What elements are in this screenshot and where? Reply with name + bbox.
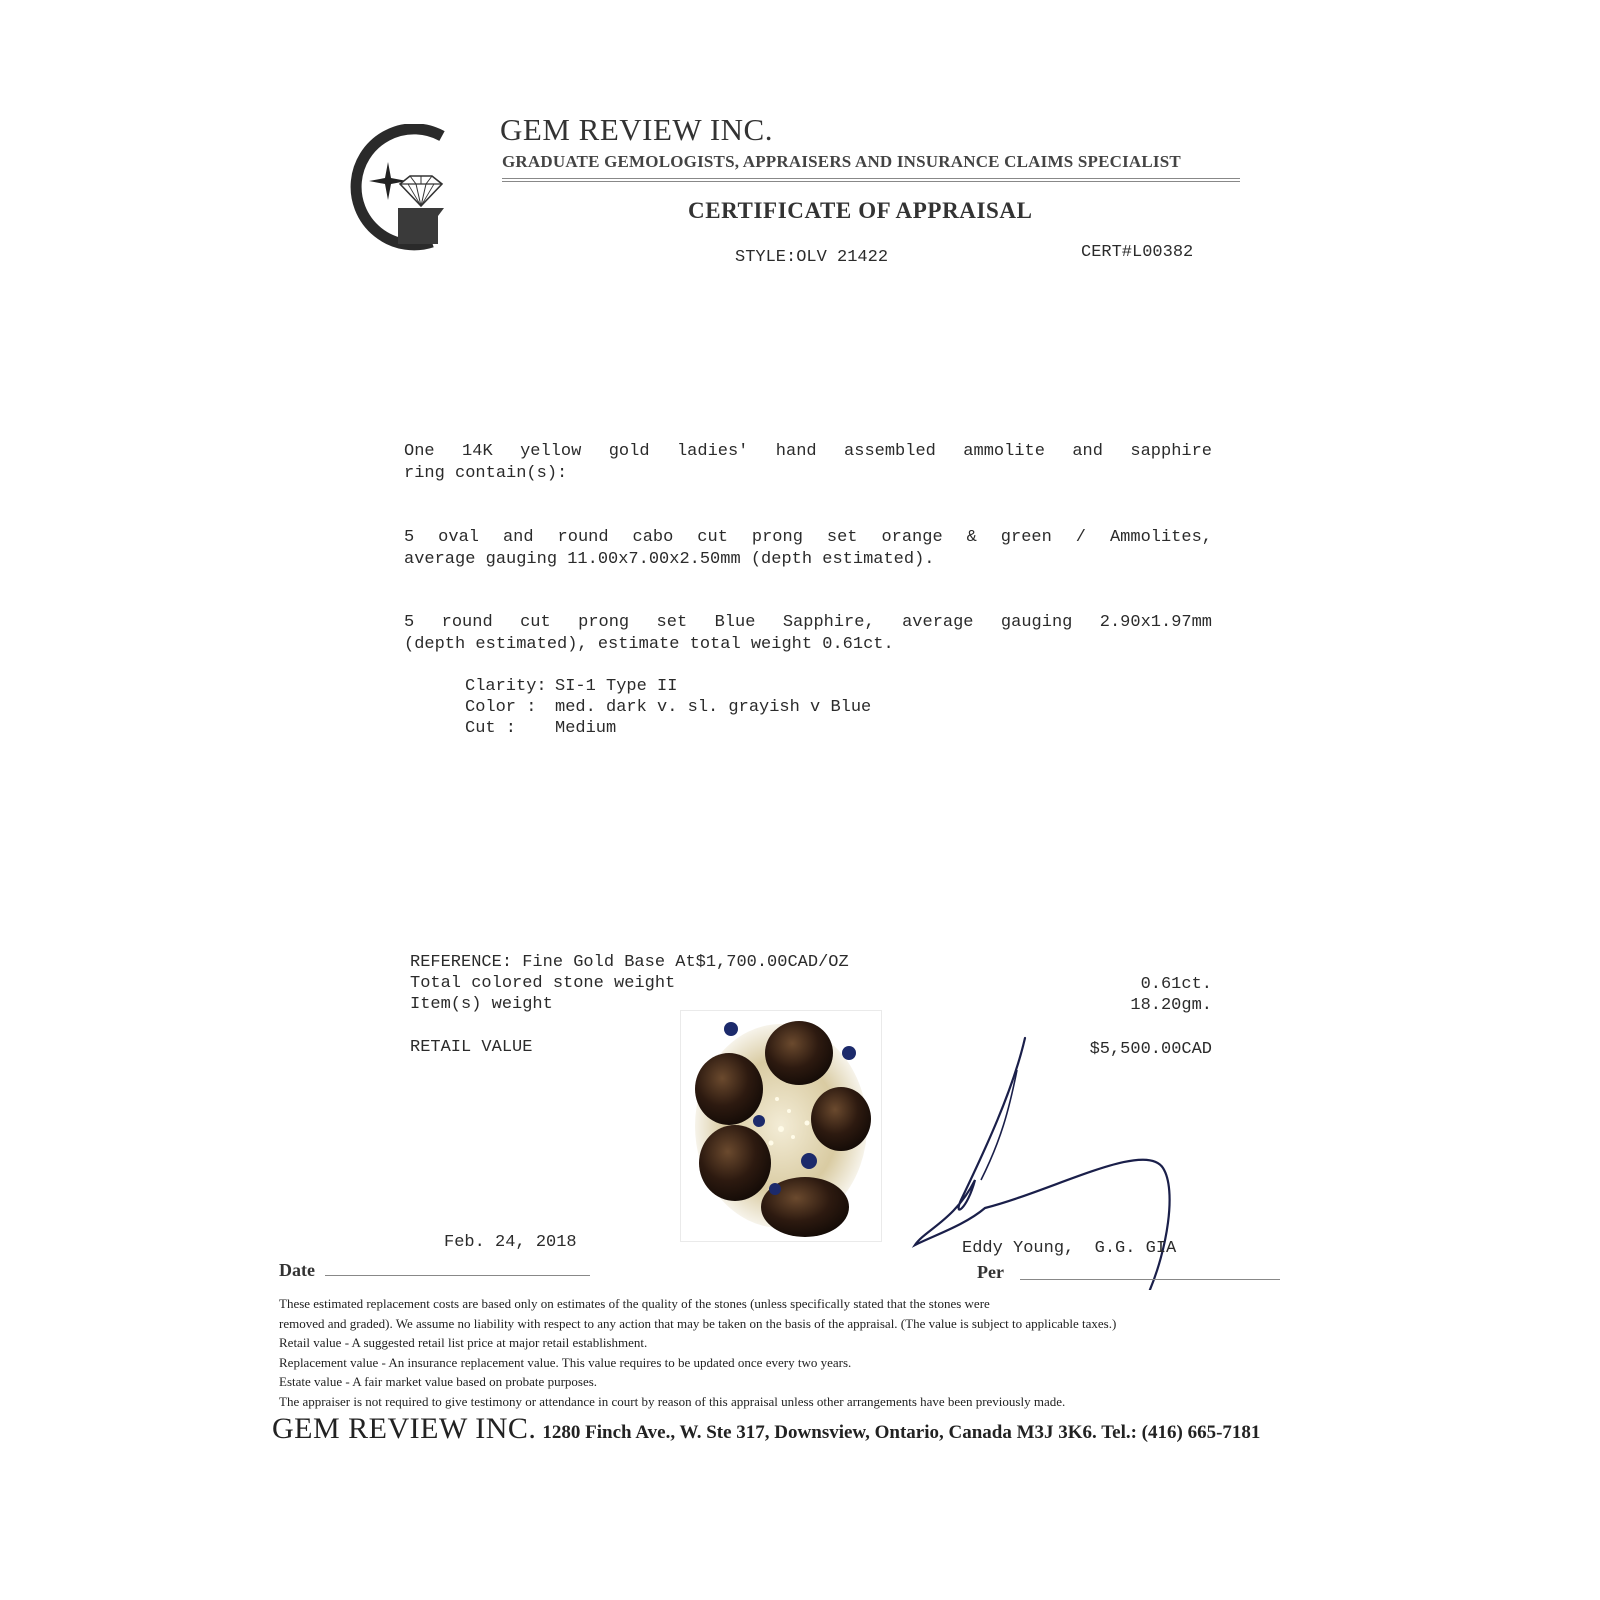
grade-row-color: [465, 697, 871, 718]
certificate-number: CERT#L00382: [1081, 243, 1194, 262]
ammolite-description: [404, 527, 1212, 571]
disclaimer-line: removed and graded). We assume no liability with respect to any action that may be taken on the basis of the appraisal. (The value is subject to applicable taxes.): [279, 1315, 1117, 1331]
company-name: GEM REVIEW INC.: [500, 112, 773, 147]
appraiser-name: Eddy Young, G.G. GIA: [962, 1239, 1177, 1258]
disclaimer-line: Retail value - A suggested retail list price at major retail establishment.: [279, 1335, 648, 1350]
stone-weight-label: Total colored stone weight: [410, 974, 676, 993]
item-weight-label: Item(s) weight: [410, 995, 553, 1014]
description-line: average gauging 11.00x7.00x2.50mm (depth estimated).: [404, 550, 935, 569]
retail-value-label: RETAIL VALUE: [410, 1038, 533, 1057]
grade-label: Cut :: [465, 719, 517, 738]
per-label: Per: [977, 1262, 1004, 1282]
disclaimer-line: Replacement value - An insurance replacement value. This value requires to be updated once every two years.: [279, 1354, 852, 1370]
description-line: 5 oval and round cabo cut prong set orange & green / Ammolites,: [404, 528, 1212, 547]
grade-label: Color :: [465, 698, 537, 717]
description-line: (depth estimated), estimate total weight 0.61ct.: [404, 635, 894, 654]
sapphire-description: [404, 612, 1212, 656]
grade-value: Medium: [555, 719, 617, 738]
company-logo: [336, 124, 460, 252]
footer: [272, 1412, 1260, 1446]
appraisal-date: Feb. 24, 2018: [444, 1233, 577, 1252]
ring-photo: [680, 1010, 882, 1242]
disclaimer-line: Estate value - A fair market value based on probate purposes.: [279, 1374, 598, 1389]
certificate-title: CERTIFICATE OF APPRAISAL: [688, 198, 1033, 223]
disclaimer: [279, 1294, 1329, 1411]
grade-value: SI-1 Type II: [555, 677, 678, 696]
gold-reference: REFERENCE: Fine Gold Base At$1,700.00CAD/OZ: [410, 953, 849, 972]
date-line: [325, 1275, 590, 1276]
grade-label: Clarity:: [465, 677, 547, 696]
company-tagline: GRADUATE GEMOLOGISTS, APPRAISERS AND INSURANCE CLAIMS SPECIALIST: [502, 152, 1181, 171]
grade-row-clarity: [465, 676, 871, 697]
description-line: One 14K yellow gold ladies' hand assembled ammolite and sapphire: [404, 442, 1212, 461]
style-number: STYLE:OLV 21422: [735, 248, 889, 267]
header-divider: [502, 178, 1240, 182]
footer-address: 1280 Finch Ave., W. Ste 317, Downsview, Ontario, Canada M3J 3K6. Tel.: (416) 665-7181: [542, 1422, 1261, 1443]
description-line: ring contain(s):: [404, 464, 568, 483]
disclaimer-line: The appraiser is not required to give testimony or attendance in court by reason of this appraisal unless other arrangements have been previously made.: [279, 1393, 1066, 1409]
date-label: Date: [279, 1260, 315, 1280]
item-description: [404, 441, 1212, 485]
stone-weight-value: 0.61ct.: [1140, 975, 1212, 994]
disclaimer-line: These estimated replacement costs are based only on estimates of the quality of the stones (unless specifically stated that the stones were: [279, 1296, 990, 1311]
sapphire-grades: [465, 676, 871, 739]
description-line: 5 round cut prong set Blue Sapphire, average gauging 2.90x1.97mm: [404, 613, 1212, 632]
item-weight-value: 18.20gm.: [1130, 996, 1212, 1015]
retail-value-amount: $5,500.00CAD: [1089, 1040, 1212, 1059]
grade-row-cut: [465, 718, 871, 739]
footer-company-name: GEM REVIEW INC.: [272, 1412, 537, 1445]
valuation-labels: [410, 952, 849, 1015]
signature-line: [1020, 1279, 1280, 1280]
diamond-icon: [400, 176, 442, 206]
grade-value: med. dark v. sl. grayish v Blue: [555, 698, 872, 717]
